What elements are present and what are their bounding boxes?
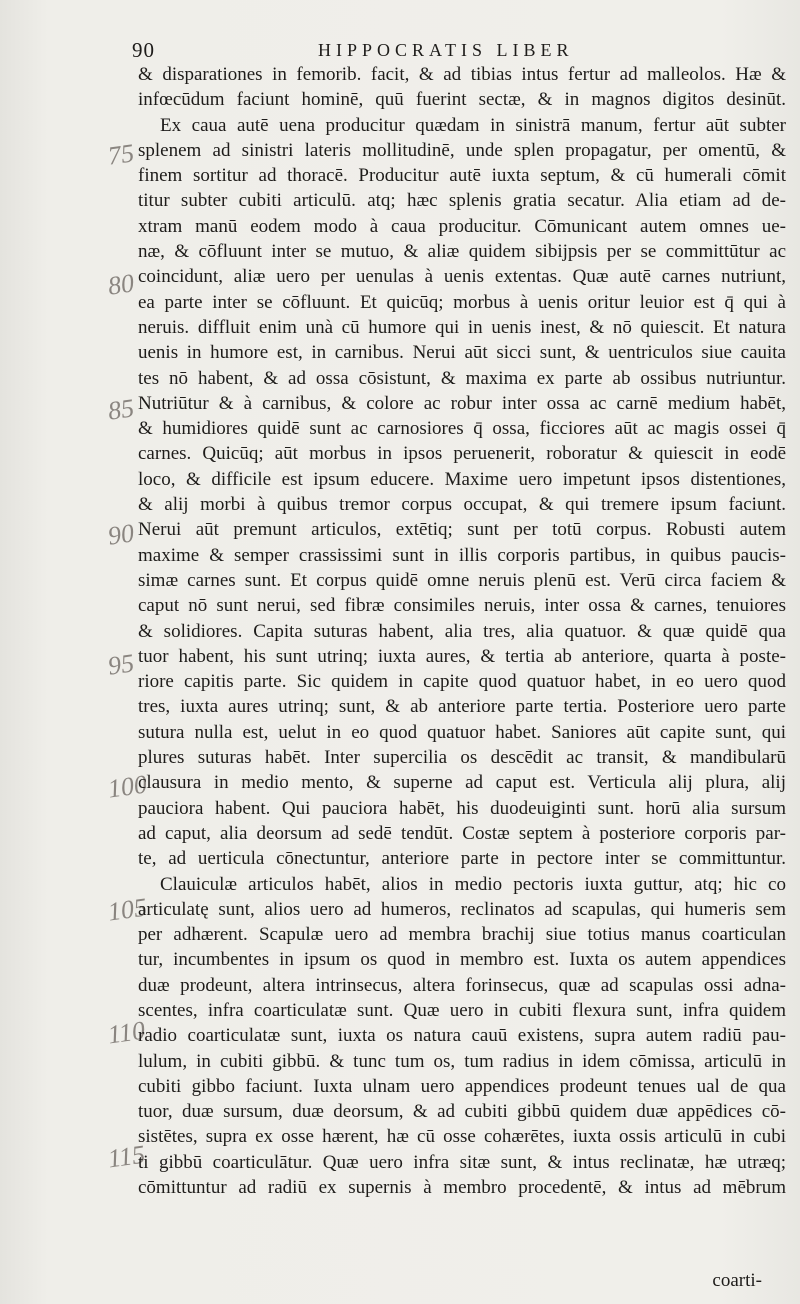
text-line: splenem ad sinistri lateris mollitudinē, unde splen propagatur, per omentū, &	[138, 139, 786, 161]
text-line: ad caput, alia deorsum ad sedē tendūt. Costæ septem à posteriore corporis par-	[138, 822, 786, 844]
margin-note: 90	[106, 518, 136, 551]
text-line: tes nō habent, & ad ossa cōsistunt, & maxima ex parte ab ossibus nutriuntur.	[138, 367, 786, 389]
text-line: per adhærent. Scapulæ uero ad membra brachij siue totius manus coarticulan	[138, 924, 786, 946]
text-line: lulum, in cubiti gibbū. & tunc tum os, tum radius in idem cōmissa, articulū in	[138, 1050, 786, 1072]
margin-note: 80	[106, 268, 136, 301]
text-line: & humidiores quidē sunt ac carnosiores q̄ ossa, ficciores aūt ac magis ossei q̄	[138, 418, 786, 440]
margin-note: 85	[106, 393, 136, 426]
text-line: pauciora habent. Qui pauciora habēt, his duodeuiginti sunt. horū alia sursum	[138, 797, 786, 819]
text-line: ea parte inter se cōfluunt. Et quicūq; morbus à uenis oritur leuior est q̄ qui à	[138, 291, 786, 313]
text-line: tres, iuxta aures utrinq; sunt, & ab anteriore parte tertia. Posteriore uero parte	[138, 696, 786, 718]
text-line: Nerui aūt premunt articulos, extētiq; sunt per totū corpus. Robusti autem	[138, 519, 786, 541]
text-line: tuor habent, his sunt utrinq; iuxta aures, & tertia ab anteriore, quarta à poste-	[138, 645, 786, 667]
text-line: uenis in humore est, in carnibus. Nerui aūt sicci sunt, & uentriculos siue cauita	[138, 342, 786, 364]
text-line: articulatę sunt, alios uero ad humeros, reclinatos ad scapulas, qui humeris sem	[138, 898, 786, 920]
text-line: simæ carnes sunt. Et corpus quidē omne neruis plenū est. Verū circa faciem &	[138, 569, 786, 591]
text-line: sistētes, supra ex osse hærent, hæ cū osse cohærētes, iuxta ossis articulū in cubi	[138, 1126, 786, 1148]
text-line: & alij morbi à quibus tremor corpus occupat, & qui tremere ipsum faciunt.	[138, 494, 786, 516]
text-line: Ex caua autē uena producitur quædam in sinistrā manum, fertur aūt subter	[160, 114, 786, 136]
text-line: Nutriūtur & à carnibus, & colore ac robur inter ossa ac carnē medium habēt,	[138, 392, 786, 414]
text-line: cōmittuntur ad radiū ex supernis à membro procedentē, & intus ad mēbrum	[138, 1177, 786, 1199]
text-line: tuor, duæ sursum, duæ deorsum, & ad cubiti gibbū quidem duæ appēdices cō-	[138, 1101, 786, 1123]
text-line: tur, incumbentes in ipsum os quod in membro est. Iuxta os autem appendices	[138, 949, 786, 971]
text-line: næ, & cōfluunt inter se mutuo, & aliæ quidem sibijpsis per se committūtur ac	[138, 241, 786, 263]
text-line: coincidunt, aliæ uero per uenulas à uenis extentas. Quæ autē carnes nutriunt,	[138, 266, 786, 288]
text-line: clausura in medio mento, & superne ad caput est. Verticula alij plura, alij	[138, 772, 786, 794]
margin-note: 75	[106, 138, 136, 171]
margin-note: 110	[106, 1015, 147, 1050]
margin-note: 105	[106, 892, 149, 927]
margin-note: 115	[106, 1139, 147, 1174]
text-line: maxime & semper crassissimi sunt in illis corporis partibus, in quibus paucis-	[138, 544, 786, 566]
text-line: cubiti gibbo faciunt. Iuxta ulnam uero appendices prodeunt tenues ual de qua	[138, 1075, 786, 1097]
margin-note: 100	[106, 769, 149, 804]
text-line: titur subter cubiti articulū. atq; hæc splenis gratia secatur. Alia etiam ad de-	[138, 190, 786, 212]
text-line: infœcūdum faciunt hominē, quū fuerint sectæ, & in magnos digitos desinūt.	[138, 89, 786, 111]
text-line: loco, & difficile est ipsum educere. Maxime uero impetunt ipsos distentiones,	[138, 468, 786, 490]
text-line: & solidiores. Capita suturas habent, alia tres, alia quatuor. & quæ quidē qua	[138, 620, 786, 642]
text-line: xtram manū eodem modo à caua producitur. Cōmunicant autem omnes ue-	[138, 215, 786, 237]
text-line: plures suturas habēt. Inter supercilia os descēdit ac transit, & mandibularū	[138, 747, 786, 769]
text-line: te, ad uerticula cōnectuntur, anteriore parte in pectore inter se committuntur.	[138, 848, 786, 870]
running-head: HIPPOCRATIS LIBER	[318, 40, 574, 60]
text-line: scentes, infra coarticulatæ sunt. Quæ uero in cubiti flexura sunt, infra quidem	[138, 999, 786, 1021]
body-text	[138, 62, 786, 1200]
text-line: duæ prodeunt, altera intrinsecus, altera forinsecus, quæ ad scapulas ossi adna-	[138, 974, 786, 996]
text-line: caput nō sunt nerui, sed fibræ consimiles neruis, inter ossa & carnes, tenuiores	[138, 595, 786, 617]
margin-note: 95	[106, 648, 136, 681]
folio-number: 90	[132, 38, 155, 62]
catchword: coarti-	[712, 1270, 762, 1291]
text-line: carnes. Quicūq; aūt morbus in ipsos peruenerit, roboratur & quiescit in eodē	[138, 443, 786, 465]
text-line: & disparationes in femorib. facit, & ad tibias intus fertur ad malleolos. Hæ &	[138, 64, 786, 85]
text-line: finem sortitur ad thoracē. Producitur autē iuxta septum, & cū humerali cōmit	[138, 165, 786, 187]
text-line: sutura nulla est, uelut in eo quod quatuor habet. Saniores aūt capite sunt, qui	[138, 721, 786, 743]
text-line: neruis. diffluit enim unà cū humore qui in uenis inest, & nō quiescit. Et natura	[138, 316, 786, 338]
text-line: radio coarticulatæ sunt, iuxta os natura cauū existens, supra autem radiū pau-	[138, 1025, 786, 1047]
text-line: Clauiculæ articulos habēt, alios in medio pectoris iuxta guttur, atq; hic co	[160, 873, 786, 895]
text-line: ti gibbū coarticulātur. Quæ uero infra sitæ sunt, & intus reclinatæ, hæ utræq;	[138, 1151, 786, 1173]
text-line: riore capitis parte. Sic quidem in capite quod quatuor habet, in eo uero quod	[138, 671, 786, 693]
